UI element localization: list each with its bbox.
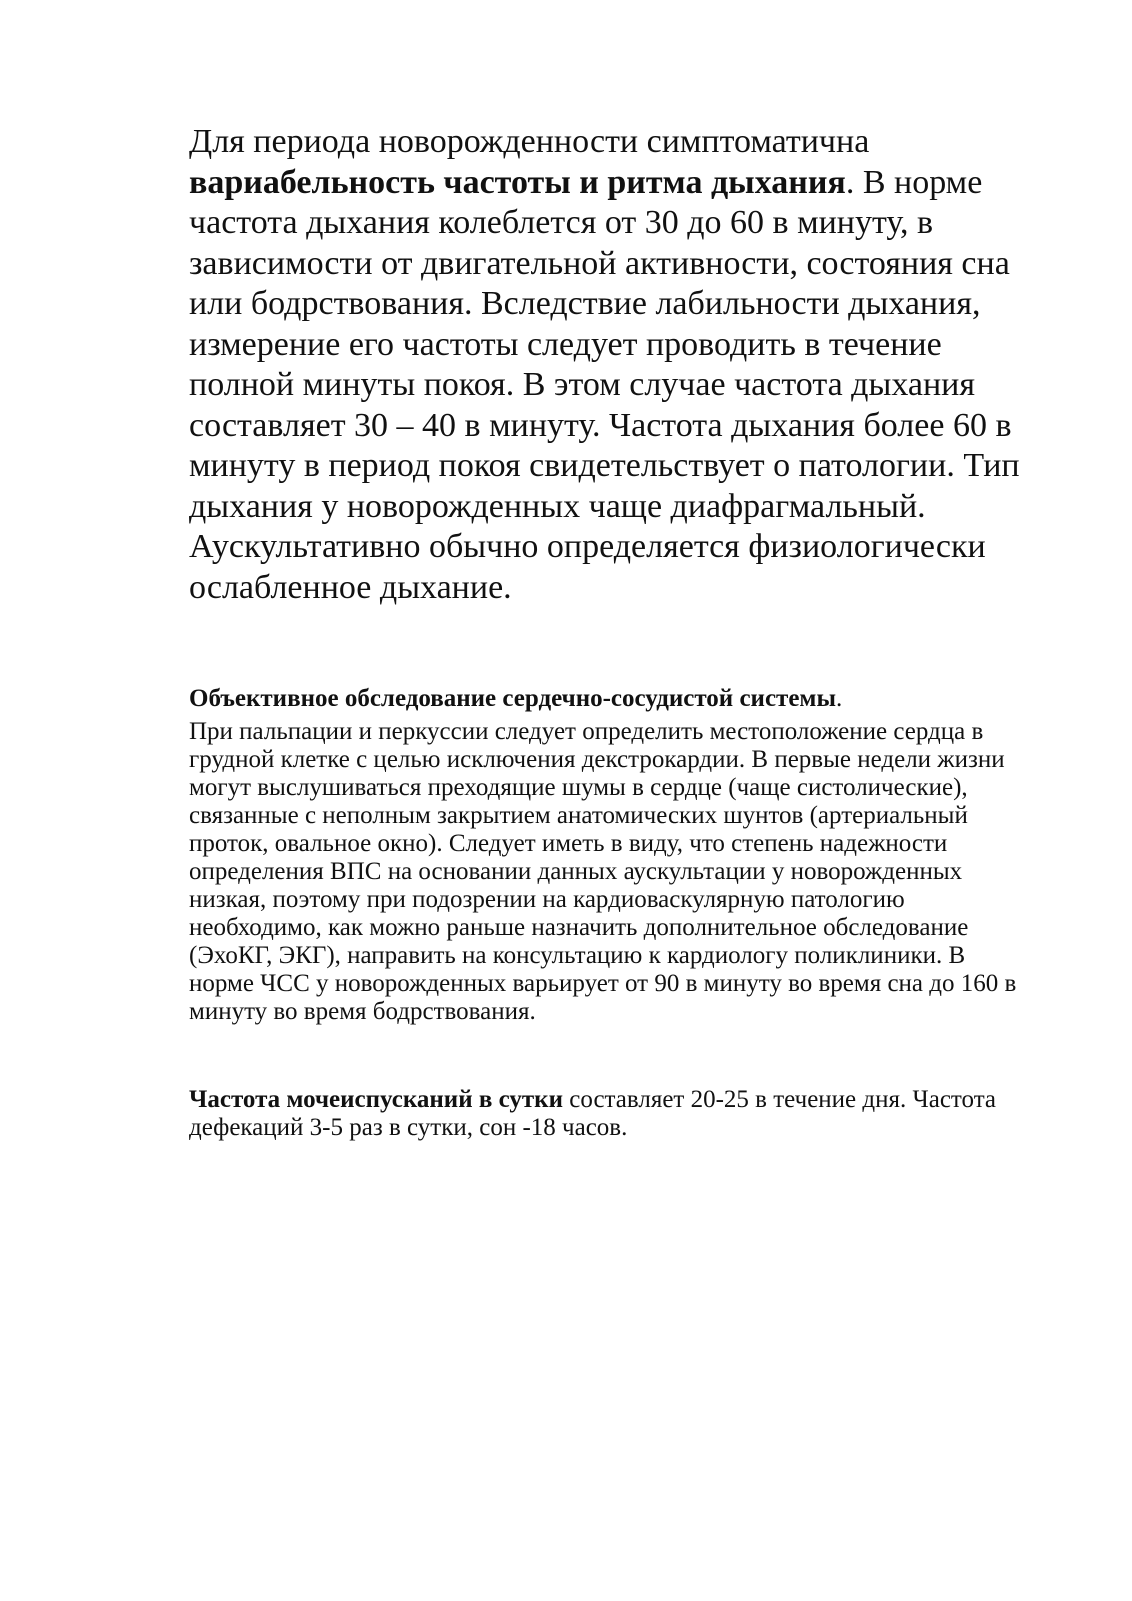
section-heading-cardio	[189, 684, 1039, 714]
paragraph-respiration-bold: вариабельность частоты и ритма дыхания	[189, 163, 846, 201]
section-heading-period: .	[836, 685, 843, 712]
paragraph-respiration-text-start: Для периода новорожденности симптоматична	[189, 123, 870, 160]
paragraph-urination	[189, 1086, 1019, 1142]
paragraph-urination-bold: Частота мочеиспусканий в сутки	[189, 1086, 563, 1113]
paragraph-urination-text: составляет 20-25 в течение дня. Частота дефекаций 3-5 раз в сутки, сон -18 часов.	[189, 1086, 997, 1141]
paragraph-cardio: При пальпации и перкуссии следует определить местоположение сердца в грудной клетке с целью исключения декстрокардии. В первые недели жизни могут выслушиваться преходящие шумы в сердце (чаще систолические), связанные с неполным закрытием анатомических шунтов (артериальный проток, овальное окно). Следует иметь в виду, что степень надежности определения ВПС на основании данных аускультации у новорожденных низкая, поэтому при подозрении на кардиоваскулярную патологию необходимо, как можно раньше назначить дополнительное обследование (ЭхоКГ, ЭКГ), направить на консультацию к кардиологу поликлиники. В норме ЧСС у новорожденных варьирует от 90 в минуту во время сна до 160 в минуту во время бодрствования.	[189, 718, 1017, 1025]
paragraph-respiration-text-end: . В норме частота дыхания колеблется от 30 до 60 в минуту, в зависимости от двигательной активности, состояния сна или бодрствования. Вследствие лабильности дыхания, измерение его частоты следует проводить в течение полной минуты покоя. В этом случае частота дыхания составляет 30 – 40 в минуту. Частота дыхания более 60 в минуту в период покоя свидетельствует о патологии. Тип дыхания у новорожденных чаще диафрагмальный. Аускультативно обычно определяется физиологически ослабленное дыхание.	[189, 163, 1020, 606]
paragraph-respiration	[189, 122, 1039, 608]
section-heading-bold: Объективное обследование сердечно-сосудистой системы	[189, 685, 836, 712]
